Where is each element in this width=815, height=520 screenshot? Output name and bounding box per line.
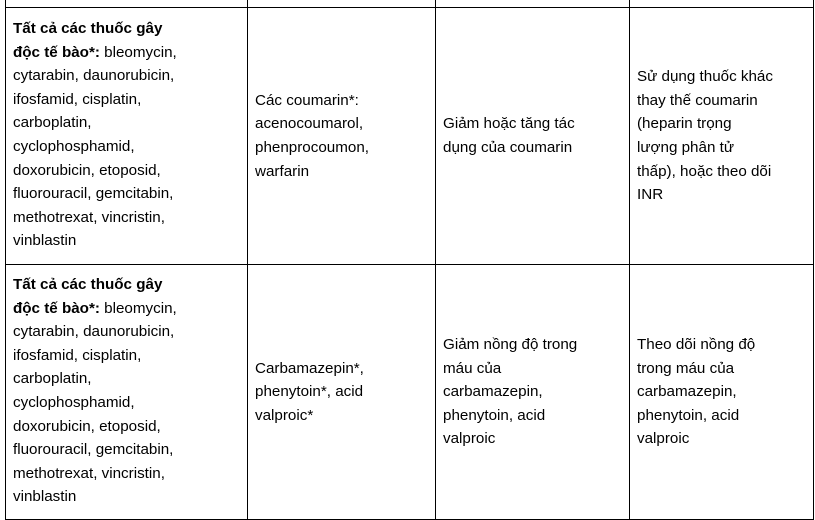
effect-cell: Giảm hoặc tăng tác dụng của coumarin (436, 8, 630, 265)
stub-cell (6, 0, 248, 8)
table-row (6, 265, 814, 520)
stub-cell (436, 0, 630, 8)
drug-group-cell (6, 265, 248, 520)
drug-group-name: Tất cả các thuốc gây độc tế bào*: (13, 276, 163, 317)
drug-group-name: Tất cả các thuốc gây độc tế bào*: (13, 20, 163, 61)
interacting-drug-cell: Các coumarin*: acenocoumarol, phenprocoumon, warfarin (248, 8, 436, 265)
stub-cell (630, 0, 814, 8)
interacting-drug-cell: Carbamazepin*, phenytoin*, acid valproic* (248, 265, 436, 520)
stub-cell (248, 0, 436, 8)
drug-group-list: bleomycin, cytarabin, daunorubicin, ifosfamid, cisplatin, carboplatin, cyclophosphamid, doxorubicin, etoposid, fluorouracil, gemcitabin, methotrexat, vincristin, vinblastin (13, 299, 177, 506)
previous-row-stub (6, 0, 814, 8)
table-row (6, 8, 814, 265)
effect-cell: Giảm nồng độ trong máu của carbamazepin, phenytoin, acid valproic (436, 265, 630, 520)
management-cell: Sử dụng thuốc khác thay thế coumarin (heparin trọng lượng phân tử thấp), hoặc theo dõi INR (630, 8, 814, 265)
drug-group-cell (6, 8, 248, 265)
drug-group-list: bleomycin, cytarabin, daunorubicin, ifosfamid, cisplatin, carboplatin, cyclophosphamid, doxorubicin, etoposid, fluorouracil, gemcitabin, methotrexat, vincristin, vinblastin (13, 43, 177, 250)
management-cell: Theo dõi nồng độ trong máu của carbamazepin, phenytoin, acid valproic (630, 265, 814, 520)
drug-interaction-table (5, 0, 814, 520)
